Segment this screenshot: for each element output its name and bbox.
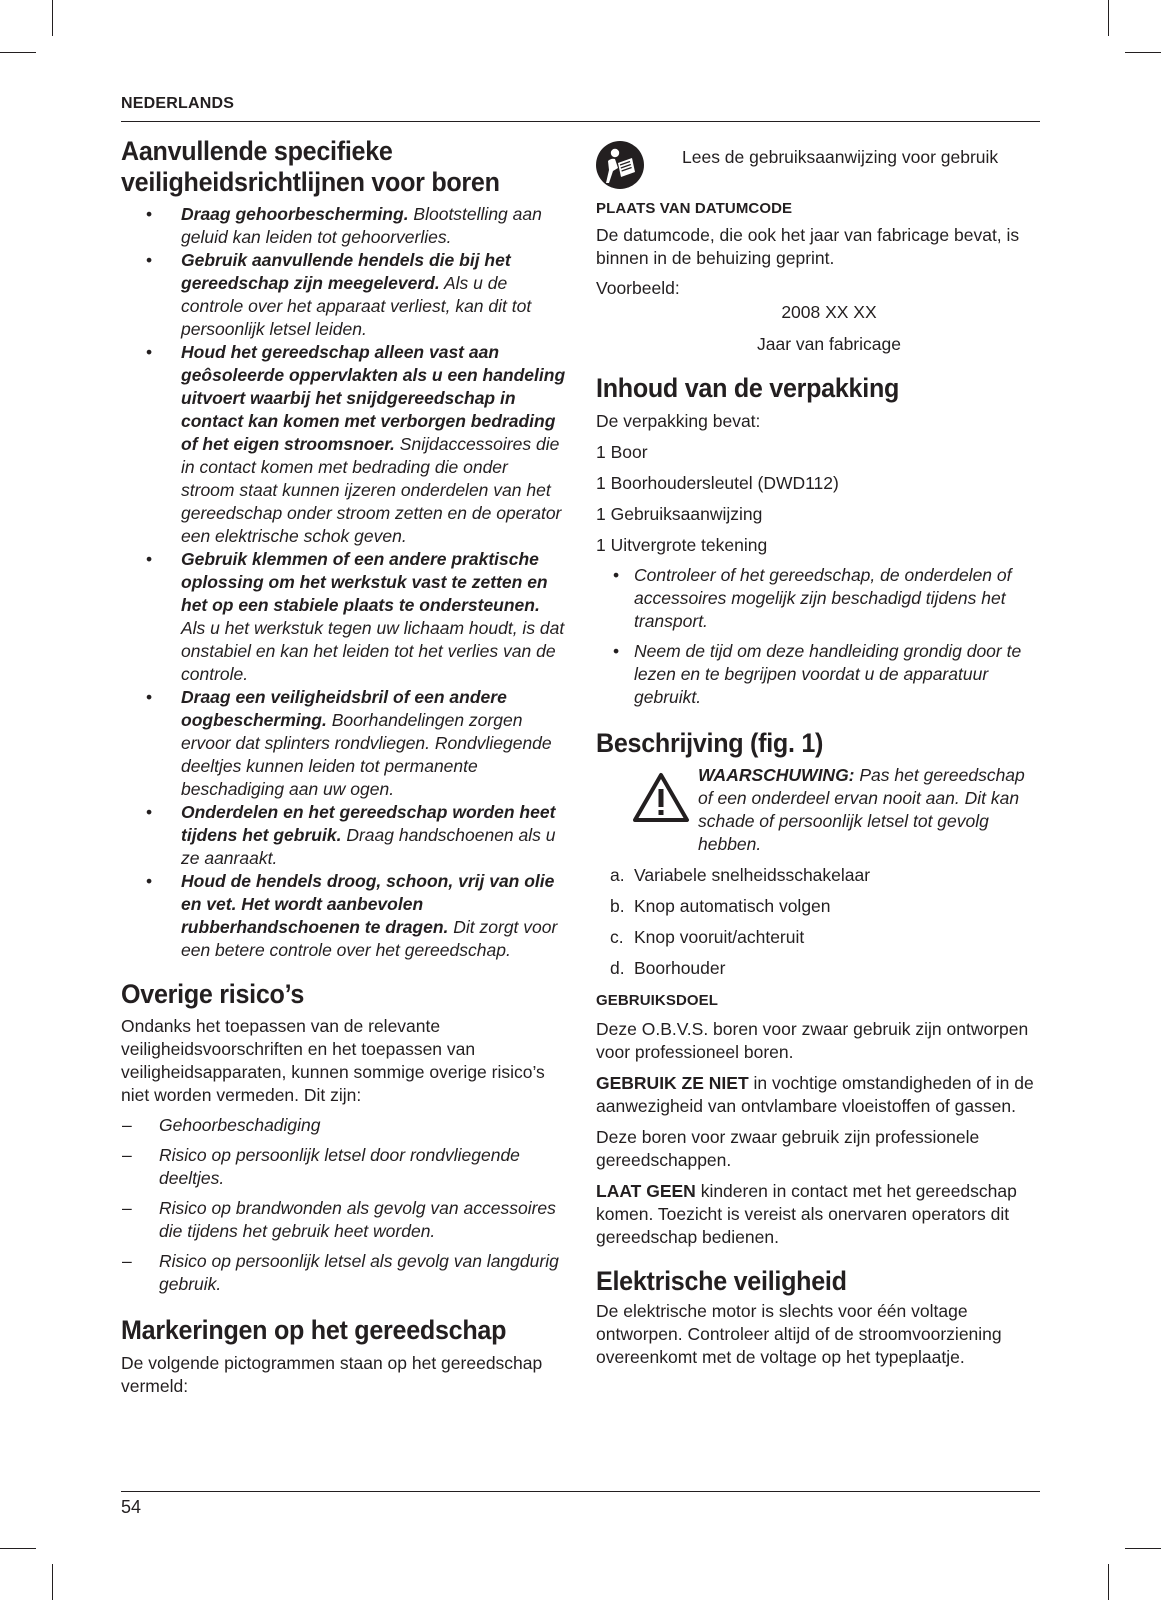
- read-manual-row: [596, 136, 1042, 189]
- list-item: • Houd het gereedschap alleen vast aan geôsoleerde oppervlakten als u een handeling uitvoert waarbij het snijdgereedschap in contact kan komen met verborgen bedrading of het eigen stroomsnoer. Snijdaccessoires die in contact komen met bedrading die onder stroom staat kunnen ijzeren onderdelen van het gereedschap onder stroom zetten en de operator een elektrische schok geven.: [146, 342, 566, 546]
- electrical-safety-text: De elektrische motor is slechts voor één voltage ontworpen. Controleer altijd of de stroomvoorziening overeenkomt met de voltage op het typeplaatje.: [596, 1301, 1002, 1367]
- crop-mark: [52, 1564, 53, 1600]
- warning-label: WAARSCHUWING:: [698, 765, 855, 785]
- date-code-title: PLAATS VAN DATUMCODE: [596, 200, 793, 217]
- safety-bullet-list: [121, 203, 566, 962]
- example-label: Voorbeeld:: [596, 278, 680, 298]
- package-item: 1 Boor: [596, 442, 648, 462]
- list-item: b. Knop automatisch volgen: [610, 896, 831, 916]
- section-title-tool-markings: Markeringen op het gereedschap: [121, 1315, 507, 1345]
- list-item: • Houd de hendels droog, schoon, vrij van olie en vet. Het wordt aanbevolen rubberhandschoenen te dragen. Dit zorgt voor een betere controle over het gereedschap.: [146, 871, 558, 960]
- list-item: • Gebruik aanvullende hendels die bij het gereedschap zijn meegeleverd. Als u de controle over het apparaat verliest, kan dit tot persoonlijk letsel leiden.: [146, 250, 532, 339]
- list-item: – Gehoorbeschadiging: [122, 1115, 321, 1135]
- example-caption: Jaar van fabricage: [757, 334, 901, 354]
- crop-mark: [1125, 1548, 1161, 1549]
- risk-list: [121, 1114, 566, 1296]
- package-item: 1 Boorhoudersleutel (DWD112): [596, 473, 839, 493]
- list-item: • Gebruik klemmen of een andere praktische oplossing om het werkstuk vast te zetten en het op een stabiele plaats te ondersteunen. Als u het werkstuk tegen uw lichaam houdt, is dat onstabiel en kan het leiden tot het verlies van de controle.: [146, 549, 565, 684]
- section-title-package-contents: Inhoud van de verpakking: [596, 373, 900, 403]
- professional-tools-text: Deze boren voor zwaar gebruik zijn professionele gereedschappen.: [596, 1127, 980, 1170]
- list-item: • Neem de tijd om deze handleiding grondig door te lezen en te begrijpen voordat u de apparatuur gebruikt.: [613, 641, 1022, 707]
- crop-mark: [52, 0, 53, 36]
- read-manual-icon: [596, 141, 644, 189]
- list-item: • Onderdelen en het gereedschap worden heet tijdens het gebruik. Draag handschoenen als u ze aanraakt.: [146, 802, 556, 868]
- list-item: c. Knop vooruit/achteruit: [610, 927, 805, 947]
- example-date-code: 2008 XX XX: [781, 302, 877, 322]
- list-item: – Risico op persoonlijk letsel als gevolg van langdurig gebruik.: [122, 1251, 559, 1294]
- package-item: 1 Uitvergrote tekening: [596, 535, 768, 555]
- crop-mark: [1125, 52, 1161, 53]
- read-manual-text: Lees de gebruiksaanwijzing voor gebruik: [682, 147, 999, 167]
- list-item: – Risico op brandwonden als gevolg van accessoires die tijdens het gebruik heet worden.: [122, 1198, 556, 1241]
- section-title-residual-risks: Overige risico’s: [121, 979, 305, 1009]
- warning-block: [596, 764, 1042, 856]
- crop-mark: [0, 52, 36, 53]
- package-check-list: [596, 564, 1042, 709]
- list-item: • Draag een veiligheidsbril of een andere oogbescherming. Boorhandelingen zorgen ervoor dat splinters rondvliegen. Rondvliegende deeltjes kunnen leiden tot permanente beschadiging aan uw ogen.: [146, 687, 552, 799]
- parts-list: [596, 864, 1042, 980]
- footer-rule: [121, 1491, 1040, 1492]
- section-title-electrical-safety: Elektrische veiligheid: [596, 1266, 847, 1296]
- warning-text: WAARSCHUWING: Pas het gereedschap of een onderdeel ervan nooit aan. Dit kan schade of persoonlijk letsel tot gevolg hebben.: [698, 765, 1025, 854]
- section-title-drilling-safety: Aanvullende specifieke veiligheidsrichtlijnen voor boren: [121, 136, 500, 197]
- header-rule: [121, 121, 1040, 122]
- package-item: 1 Gebruiksaanwijzing: [596, 504, 763, 524]
- residual-risks-intro: Ondanks het toepassen van de relevante veiligheidsvoorschriften en het toepassen van veiligheidsapparaten, kunnen sommige overige risico’s niet worden vermeden. Dit zijn:: [121, 1016, 545, 1105]
- page-number: 54: [121, 1497, 142, 1517]
- crop-mark: [0, 1548, 36, 1549]
- intended-use-text: Deze O.B.V.S. boren voor zwaar gebruik zijn ontworpen voor professioneel boren.: [596, 1019, 1029, 1062]
- section-title-description: Beschrijving (fig. 1): [596, 728, 824, 758]
- list-item: • Controleer of het gereedschap, de onderdelen of accessoires mogelijk zijn beschadigd tijdens het transport.: [613, 565, 1012, 631]
- list-item: – Risico op persoonlijk letsel door rondvliegende deeltjes.: [122, 1145, 520, 1188]
- tool-markings-text: De volgende pictogrammen staan op het gereedschap vermeld:: [121, 1353, 543, 1396]
- children-warning-text: LAAT GEEN kinderen in contact met het gereedschap komen. Toezicht is vereist als onervaren operators dit gereedschap bedienen.: [596, 1181, 1017, 1247]
- do-not-use-text: GEBRUIK ZE NIET in vochtige omstandigheden of in de aanwezigheid van ontvlambare vloeistoffen of gassen.: [596, 1073, 1034, 1116]
- list-item: a. Variabele snelheidsschakelaar: [610, 865, 871, 885]
- crop-mark: [1108, 0, 1109, 36]
- date-code-text: De datumcode, die ook het jaar van fabricage bevat, is binnen in de behuizing geprint.: [596, 225, 1020, 268]
- package-intro: De verpakking bevat:: [596, 411, 761, 431]
- list-item: • Draag gehoorbescherming. Blootstelling aan geluid kan leiden tot gehoorverlies.: [146, 204, 542, 247]
- right-column: [596, 136, 1042, 1369]
- intended-use-title: GEBRUIKSDOEL: [596, 992, 719, 1009]
- language-header: NEDERLANDS: [121, 95, 235, 112]
- crop-mark: [1108, 1564, 1109, 1600]
- left-column: [121, 136, 566, 1398]
- list-item: d. Boorhouder: [610, 958, 726, 978]
- warning-triangle-icon: [632, 771, 690, 823]
